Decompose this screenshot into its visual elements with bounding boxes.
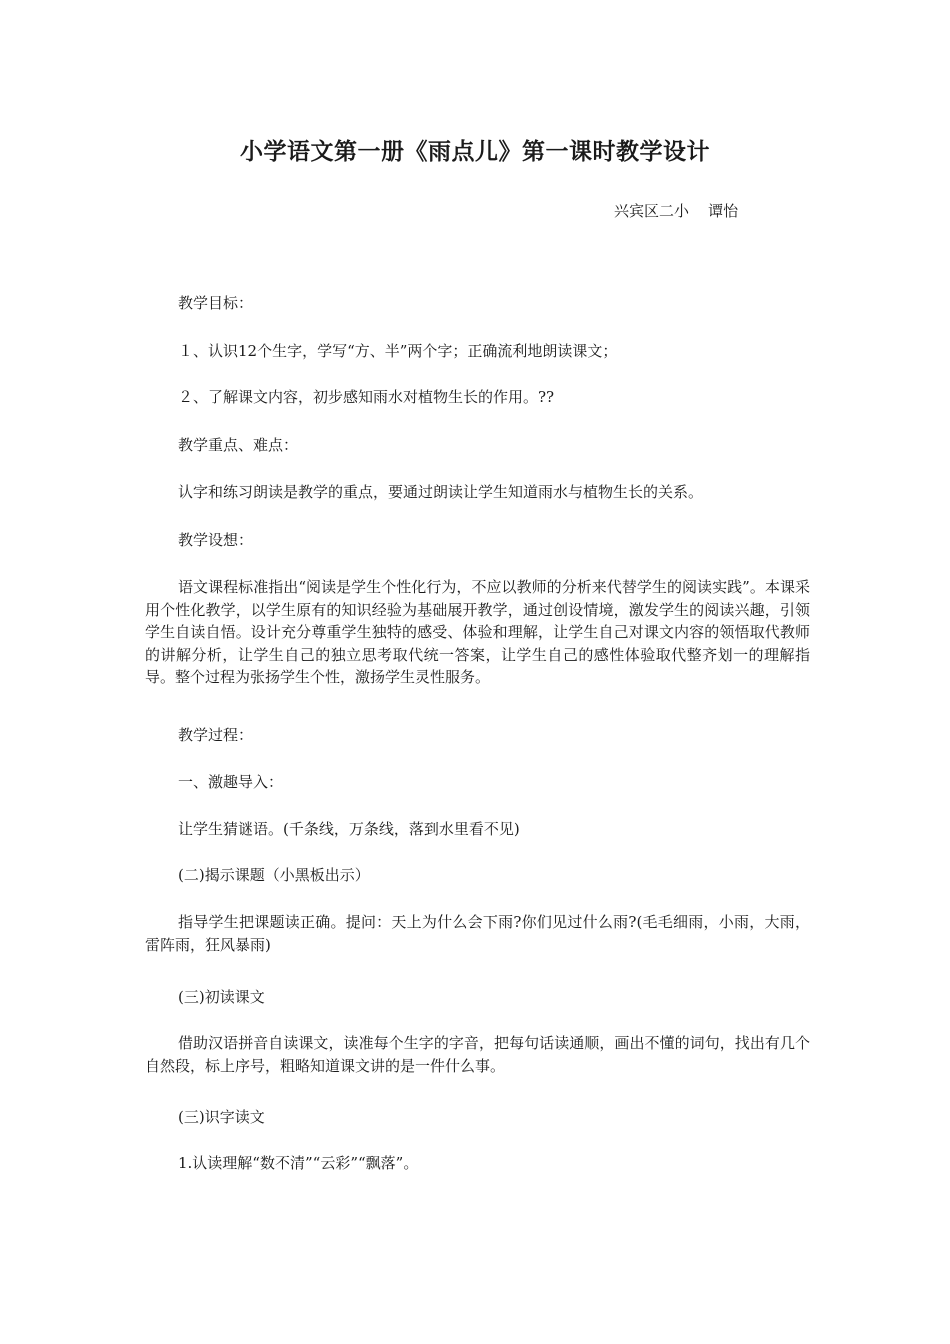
step2-heading: (二)揭示课题（小黑板出示） — [178, 866, 370, 884]
step2-paragraph: 指导学生把课题读正确。提问：天上为什么会下雨?你们见过什么雨?(毛毛细雨，小雨，大雨，雷阵雨，狂风暴雨) — [145, 913, 810, 954]
step4-heading: (三)识字读文 — [178, 1108, 265, 1126]
goal-item-1: １、认识12个生字，学写“方、半”两个字；正确流利地朗读课文； — [178, 342, 618, 360]
step4-text: 1.认读理解“数不清”“云彩”“飘落”。 — [178, 1154, 419, 1172]
step1-text: 让学生猜谜语。(千条线，万条线，落到水里看不见) — [178, 820, 520, 838]
process-heading: 教学过程： — [178, 726, 254, 744]
goals-heading: 教学目标： — [178, 294, 254, 312]
key-points-text: 认字和练习朗读是教学的重点，要通过朗读让学生知道雨水与植物生长的关系。 — [178, 483, 704, 501]
key-points-heading: 教学重点、难点： — [178, 436, 299, 454]
step3-paragraph: 借助汉语拼音自读课文，读准每个生字的字音，把每句话读通顺，画出不懂的词句，找出有几个自然段，标上序号，粗略知道课文讲的是一件什么事。 — [145, 1034, 810, 1075]
goal-item-2: ２、了解课文内容，初步感知雨水对植物生长的作用。?? — [178, 388, 555, 406]
author-line: 兴宾区二小 谭怡 — [614, 202, 739, 220]
teaching-idea-paragraph: 语文课程标准指出“阅读是学生个性化行为，不应以教师的分析来代替学生的阅读实践”。本课采用个性化教学，以学生原有的知识经验为基础展开教学，通过创设情境，激发学生的阅读兴趣，引领学生自读自悟。设计充分尊重学生独特的感受、体验和理解，让学生自己对课文内容的领悟取代教师的讲解分析，让学生自己的独立思考取代统一答案，让学生自己的感性体验取代整齐划一的理解指导。整个过程为张扬学生个性，激扬学生灵性服务。 — [145, 578, 810, 686]
step3-heading: (三)初读课文 — [178, 988, 265, 1006]
step1-heading: 一、激趣导入： — [178, 773, 284, 791]
document-title: 小学语文第一册《雨点儿》第一课时教学设计 — [240, 139, 710, 165]
teaching-idea-heading: 教学设想： — [178, 531, 254, 549]
